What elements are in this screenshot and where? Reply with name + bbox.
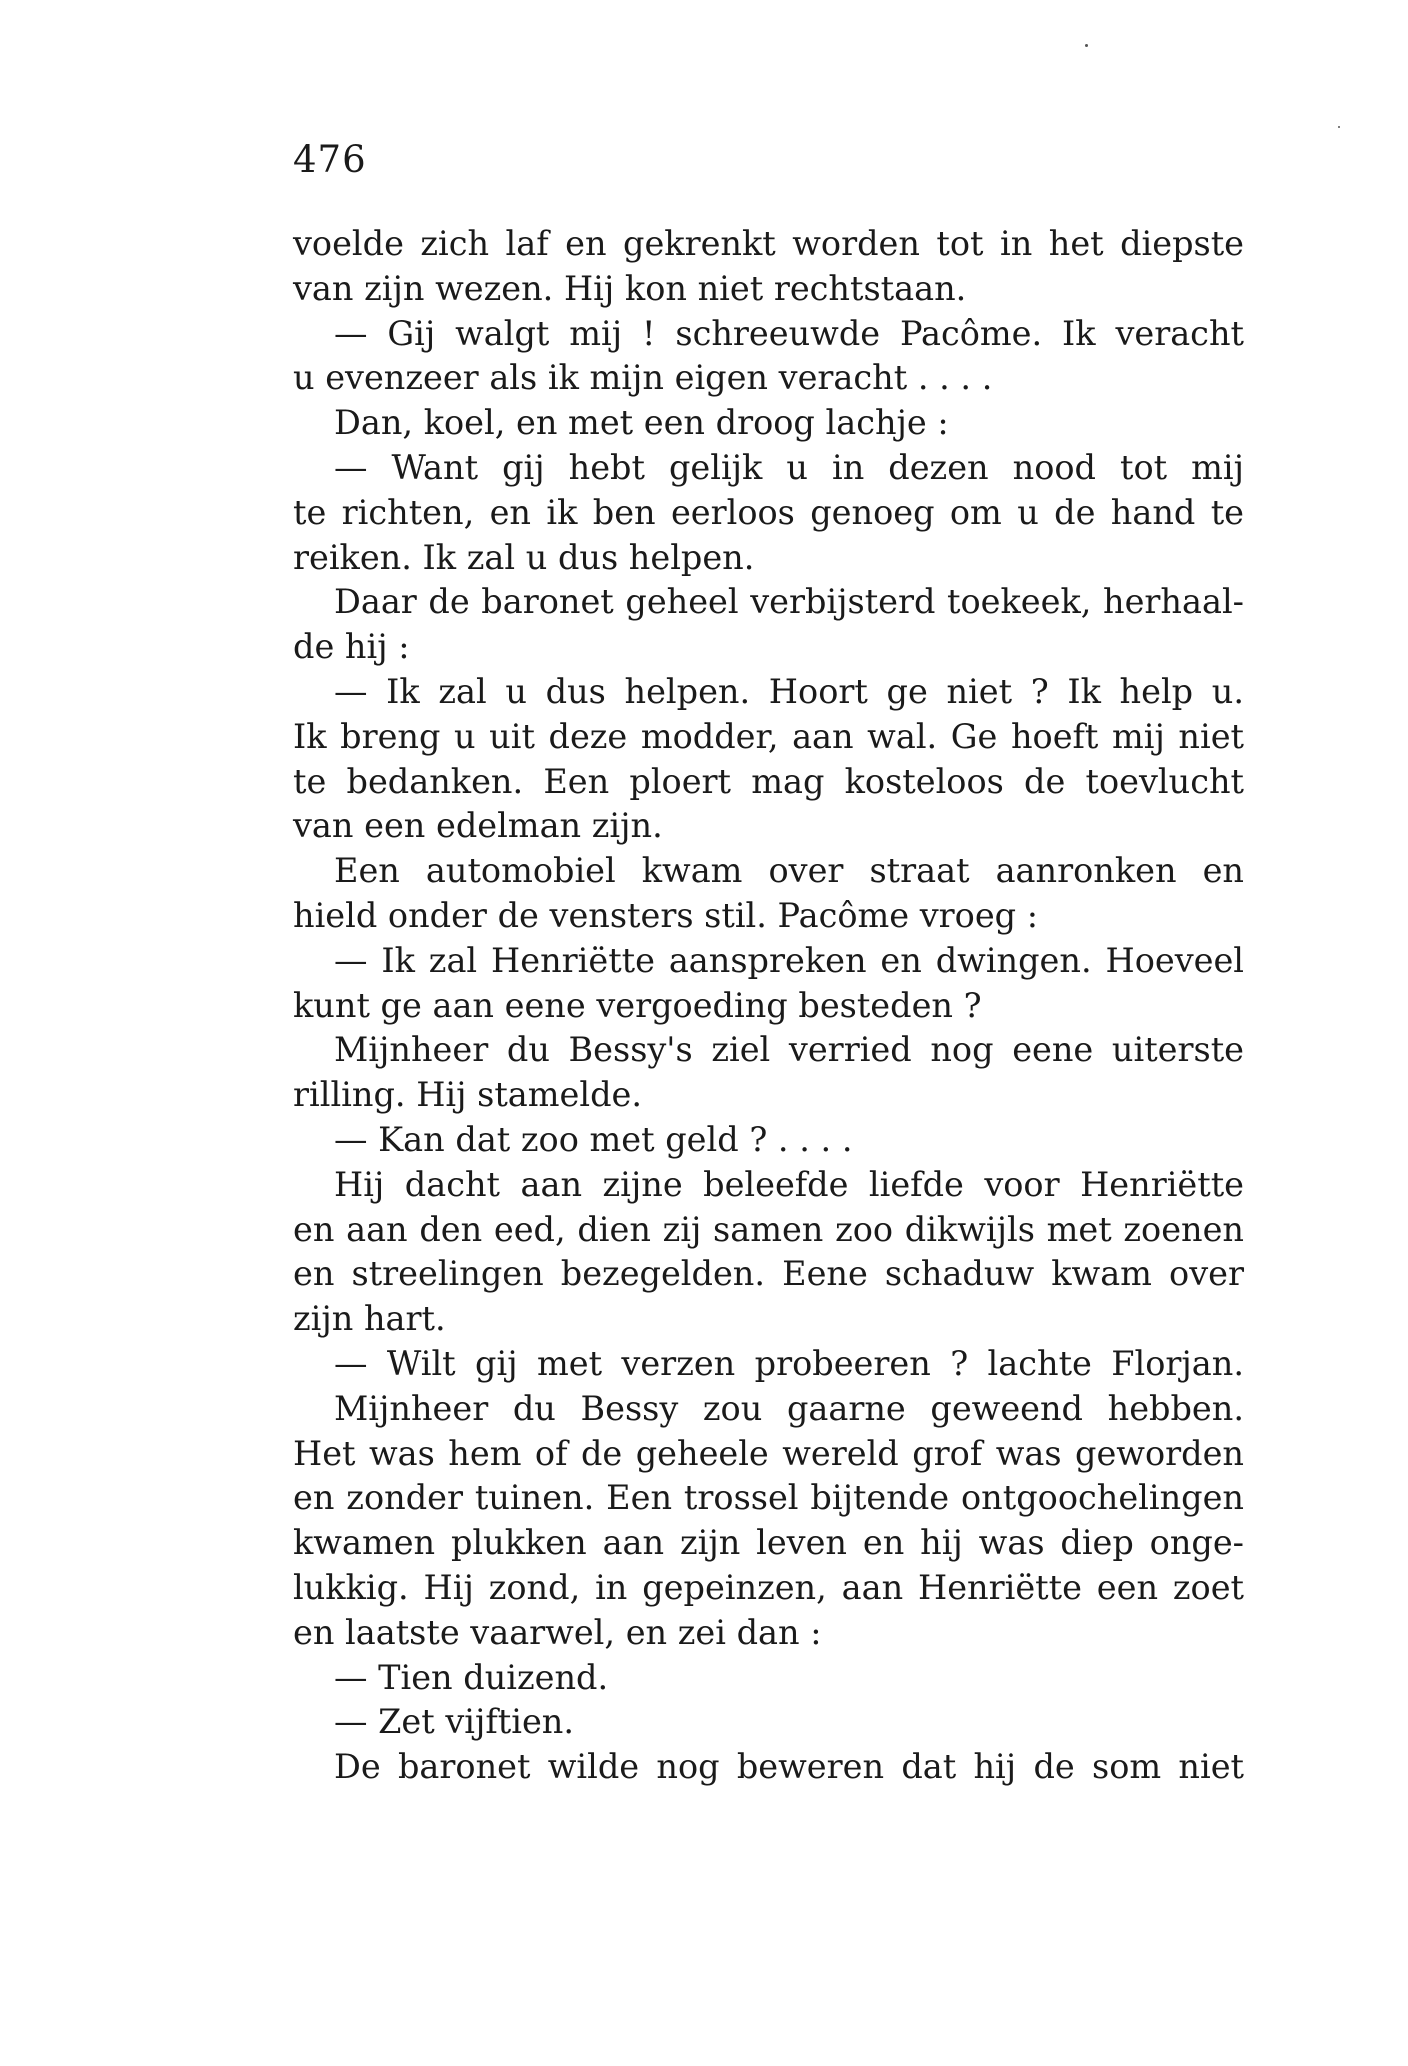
- text-line: en zonder tuinen. Een trossel bijtende ontgoochelingen: [293, 1478, 1244, 1518]
- text-line: hield onder de vensters stil. Pacôme vroeg :: [293, 895, 1039, 935]
- text-line: Daar de baronet geheel verbijsterd toekeek, herhaal-: [334, 582, 1244, 622]
- text-line: van zijn wezen. Hij kon niet rechtstaan.: [293, 268, 967, 308]
- text-line: Een automobiel kwam over straat aanronken en: [334, 851, 1244, 891]
- text-line: — Tien duizend.: [334, 1657, 609, 1697]
- text-line: zijn hart.: [293, 1299, 446, 1339]
- text-line: van een edelman zijn.: [293, 806, 663, 846]
- text-line: — Wilt gij met verzen probeeren ? lachte Florjan.: [334, 1343, 1244, 1383]
- text-line: Het was hem of de geheele wereld grof was geworden: [293, 1433, 1244, 1473]
- text-line: te richten, en ik ben eerloos genoeg om u de hand te: [293, 492, 1244, 532]
- text-line: — Ik zal Henriëtte aanspreken en dwingen. Hoeveel: [334, 940, 1244, 980]
- text-line: te bedanken. Een ploert mag kosteloos de toevlucht: [293, 761, 1244, 801]
- text-line: rilling. Hij stamelde.: [293, 1075, 643, 1115]
- text-line: Mijnheer du Bessy zou gaarne geweend hebben.: [334, 1388, 1244, 1428]
- text-line: — Gij walgt mij ! schreeuwde Pacôme. Ik veracht: [334, 313, 1244, 353]
- page-number: 476: [293, 138, 367, 181]
- text-line: voelde zich laf en gekrenkt worden tot in het diepste: [293, 224, 1244, 263]
- text-line: — Ik zal u dus helpen. Hoort ge niet ? Ik help u.: [334, 671, 1244, 711]
- text-line: kwamen plukken aan zijn leven en hij was diep onge-: [293, 1523, 1244, 1563]
- text-line: Ik breng u uit deze modder, aan wal. Ge hoeft mij niet: [293, 716, 1244, 756]
- text-line: — Want gij hebt gelijk u in dezen nood tot mij: [334, 447, 1244, 487]
- text-line: lukkig. Hij zond, in gepeinzen, aan Henriëtte een zoet: [293, 1567, 1244, 1607]
- text-line: Mijnheer du Bessy's ziel verried nog eene uiterste: [334, 1030, 1244, 1070]
- scan-speck: [1338, 126, 1340, 128]
- text-line: u evenzeer als ik mijn eigen veracht . . . .: [293, 358, 993, 398]
- text-line: reiken. Ik zal u dus helpen.: [293, 537, 755, 577]
- text-line: en laatste vaarwel, en zei dan :: [293, 1612, 822, 1652]
- text-line: Hij dacht aan zijne beleefde liefde voor Henriëtte: [334, 1164, 1244, 1204]
- body-text: [293, 222, 1244, 1790]
- text-line: en streelingen bezegelden. Eene schaduw kwam over: [293, 1254, 1244, 1294]
- text-line: De baronet wilde nog beweren dat hij de som niet: [334, 1747, 1244, 1787]
- text-line: en aan den eed, dien zij samen zoo dikwijls met zoenen: [293, 1209, 1244, 1249]
- text-line: — Zet vijftien.: [334, 1702, 575, 1742]
- text-line: kunt ge aan eene vergoeding besteden ?: [293, 985, 982, 1025]
- text-line: — Kan dat zoo met geld ? . . . .: [334, 1119, 853, 1159]
- scan-speck: [1085, 44, 1088, 47]
- text-line: Dan, koel, en met een droog lachje :: [334, 403, 949, 443]
- text-line: de hij :: [293, 627, 410, 667]
